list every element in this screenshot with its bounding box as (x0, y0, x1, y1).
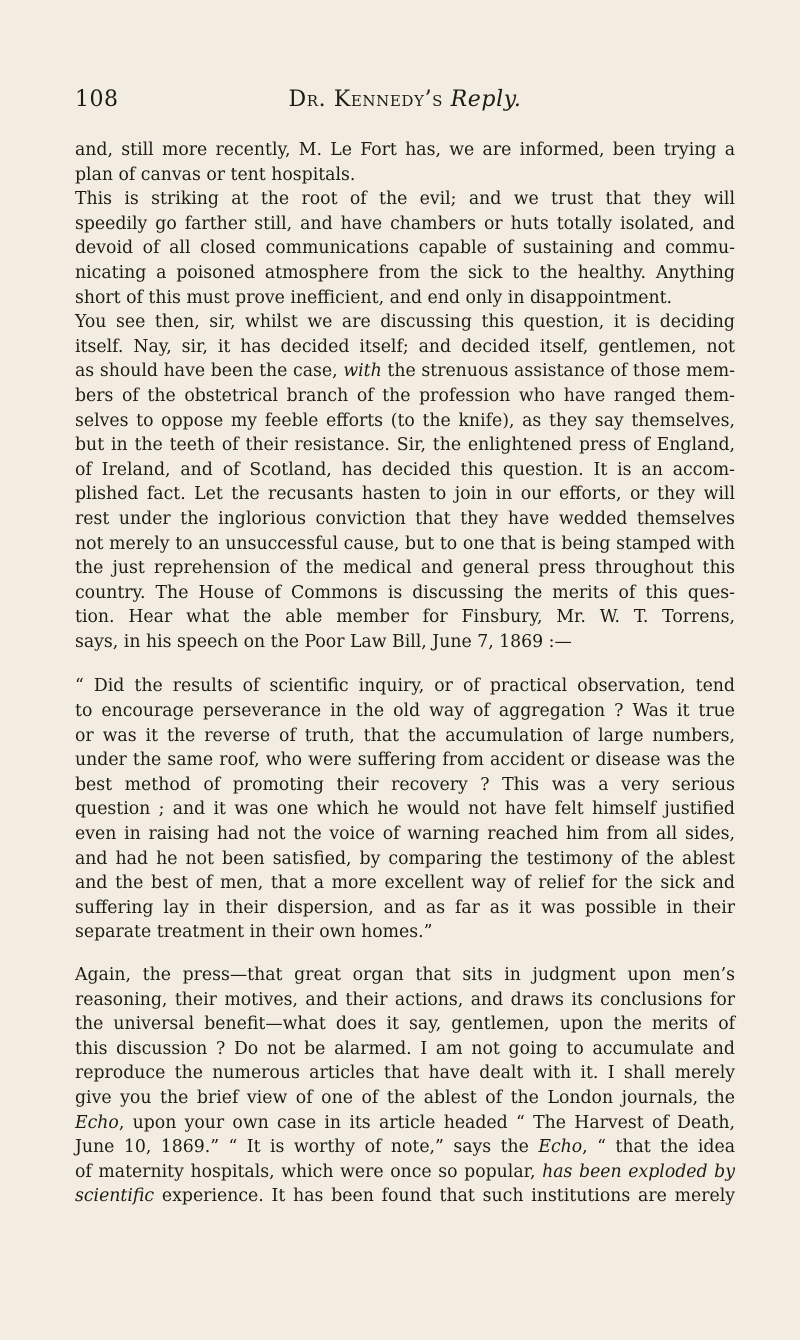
text-line: plished fact. Let the recusants hasten to join in our efforts, or they will (75, 484, 735, 505)
text-line: This is striking at the root of the evil; and we trust that they will (75, 189, 735, 210)
body-text (75, 138, 735, 1209)
running-head-title: Dr. Kennedy’s (288, 87, 444, 112)
quote-line: or was it the reverse of truth, that the accumulation of large numbers, (75, 725, 735, 746)
page-header (75, 87, 735, 117)
block-quote (75, 674, 735, 945)
text-line: nicating a poisoned atmosphere from the sick to the healthy. Anything (75, 262, 735, 283)
text-line: You see then, sir, whilst we are discussing this question, it is deciding (75, 312, 735, 333)
text-line: reproduce the numerous articles that have dealt with it. I shall merely (75, 1063, 735, 1084)
text-line (75, 1160, 735, 1185)
text-line: of Ireland, and of Scotland, has decided this question. It is an accom- (75, 459, 735, 480)
text-line: bers of the obstetrical branch of the profession who have ranged them- (75, 385, 735, 406)
text-line: rest under the inglorious conviction that they have wedded themselves (75, 508, 735, 529)
quote-line: “ Did the results of scientific inquiry, or of practical observation, tend (75, 676, 735, 697)
text-line: tion. Hear what the able member for Finsbury, Mr. W. T. Torrens, (75, 607, 735, 628)
text-line (75, 359, 735, 384)
text-line: itself. Nay, sir, it has decided itself; and decided itself, gentlemen, not (75, 336, 735, 357)
italic-emphasis: with (343, 361, 382, 382)
text-line: the just reprehension of the medical and general press throughout this (75, 558, 735, 579)
paragraph-4 (75, 963, 735, 1209)
text-line: and, still more recently, M. Le Fort has, we are informed, been trying a (75, 140, 735, 160)
running-head (75, 87, 735, 112)
text-fragment: experience. It has been found that such institutions are merely (161, 1186, 736, 1207)
paragraph-2 (75, 187, 735, 310)
text-line: give you the brief view of one of the ablest of the London journals, the (75, 1087, 735, 1108)
quote-line: under the same roof, who were suffering from accident or disease was the (75, 750, 735, 771)
quote-line: question ; and it was one which he would not have felt himself justified (75, 799, 735, 820)
quote-line: to encourage perseverance in the old way of aggregation ? Was it true (75, 701, 735, 722)
quote-line: and the best of men, that a more excellent way of relief for the sick and (75, 873, 735, 894)
text-line: this discussion ? Do not be alarmed. I am not going to accumulate and (75, 1038, 735, 1059)
text-line: but in the teeth of their resistance. Sir, the enlightened press of England, (75, 435, 735, 456)
text-line: speedily go farther still, and have chambers or huts totally isolated, and (75, 213, 735, 234)
paragraph-3 (75, 310, 735, 654)
italic-emphasis: scientific (75, 1186, 155, 1207)
text-line: says, in his speech on the Poor Law Bill, June 7, 1869 :— (75, 631, 572, 652)
text-fragment: as should have been the case, (75, 361, 338, 382)
running-head-italic: Reply. (450, 87, 522, 112)
text-line: short of this must prove inefficient, and end only in disappointment. (75, 287, 673, 308)
text-line: reasoning, their motives, and their actions, and draws its conclusions for (75, 989, 735, 1010)
italic-emphasis: Echo (538, 1137, 583, 1158)
quote-line: separate treatment in their own homes.” (75, 922, 433, 943)
text-line (75, 1111, 735, 1136)
paragraph-1 (75, 138, 735, 187)
text-fragment: , “ that the idea (582, 1137, 735, 1158)
text-fragment: June 10, 1869.” “ It is worthy of note,” says the (75, 1137, 529, 1158)
text-line: devoid of all closed communications capable of sustaining and commu- (75, 238, 735, 259)
quote-line: and had he not been satisfied, by comparing the testimony of the ablest (75, 848, 735, 869)
text-fragment: , upon your own case in its article headed “ The Harvest of Death, (118, 1112, 735, 1133)
text-line: plan of canvas or tent hospitals. (75, 164, 356, 185)
text-line: selves to oppose my feeble efforts (to the knife), as they say themselves, (75, 410, 735, 431)
quote-line: best method of promoting their recovery ? This was a very serious (75, 774, 735, 795)
text-line (75, 1184, 735, 1209)
text-line: country. The House of Commons is discussing the merits of this ques- (75, 582, 735, 603)
text-fragment: of maternity hospitals, which were once so popular, (75, 1161, 536, 1182)
text-line: the universal benefit—what does it say, gentlemen, upon the merits of (75, 1014, 735, 1035)
italic-emphasis: Echo (75, 1112, 119, 1133)
text-line: Again, the press—that great organ that sits in judgment upon men’s (75, 965, 735, 985)
page-number: 108 (75, 87, 119, 112)
italic-emphasis: has been exploded by (542, 1161, 736, 1182)
text-fragment: the strenuous assistance of those mem- (387, 361, 735, 382)
quote-line: even in raising had not the voice of warning reached him from all sides, (75, 824, 735, 845)
text-line: not merely to an unsuccessful cause, but to one that is being stamped with (75, 533, 735, 554)
quote-line: suffering lay in their dispersion, and as far as it was possible in their (75, 897, 735, 918)
text-line (75, 1135, 735, 1160)
